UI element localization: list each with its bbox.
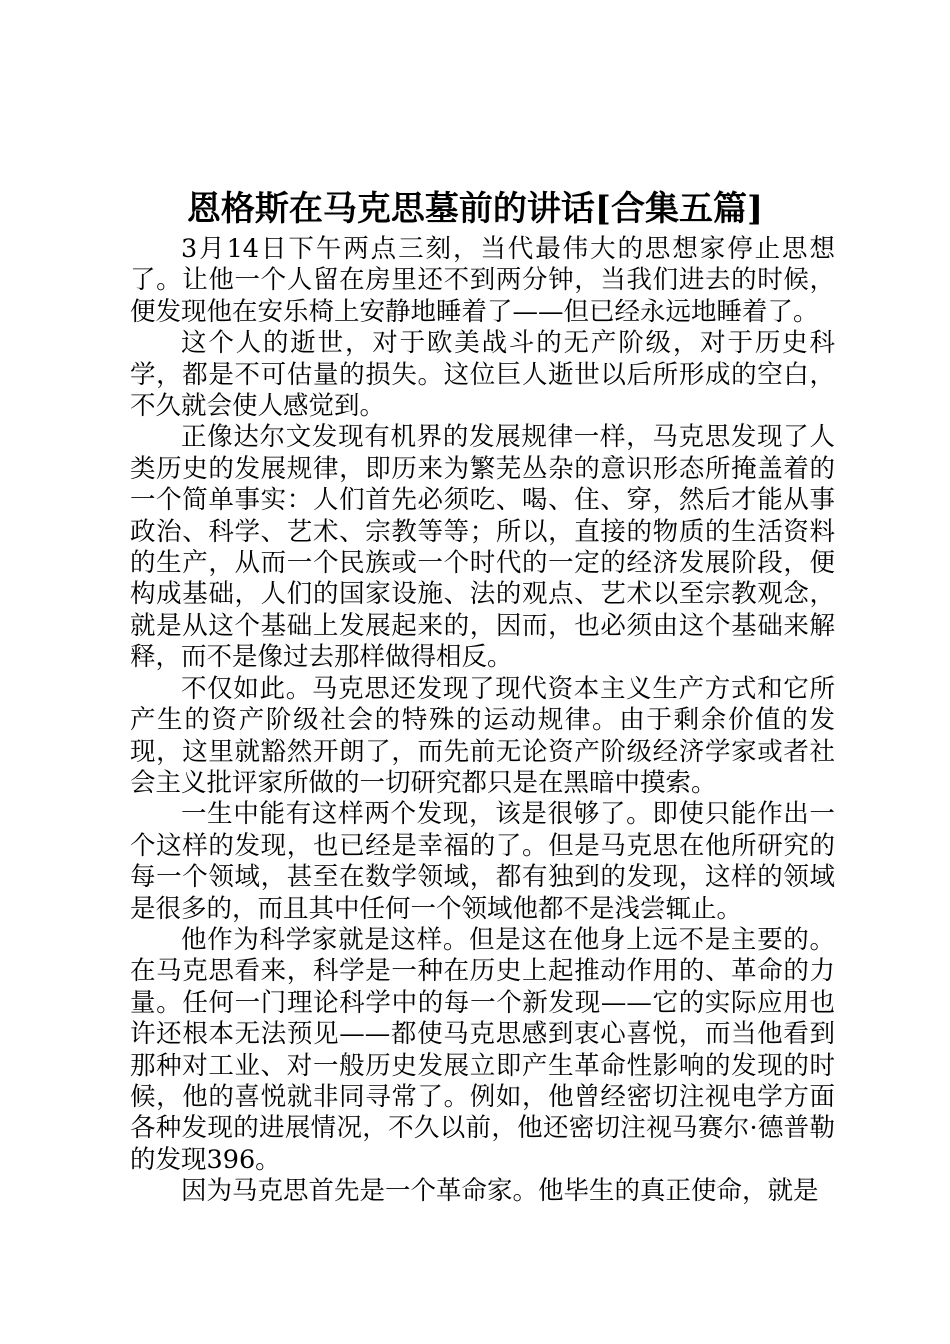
paragraph: 因为马克思首先是一个革命家。他毕生的真正使命，就是	[181, 1176, 819, 1207]
paragraph: 他作为科学家就是这样。但是这在他身上远不是主要的。在马克思看来，科学是一种在历史上起推动作用的、革命的力量。任何一门理论科学中的每一个新发现——它的实际应用也许还根本无法预见——都使马克思感到衷心喜悦，而当他看到那种对工业、对一般历史发展立即产生革命性影响的发现的时候，他的喜悦就非同寻常了。例如，他曾经密切注视电学方面各种发现的进展情况，不久以前，他还密切注视马赛尔·德普勒的发现396。	[130, 924, 835, 1175]
paragraph: 不仅如此。马克思还发现了现代资本主义生产方式和它所产生的资产阶级社会的特殊的运动规律。由于剩余价值的发现，这里就豁然开朗了，而先前无论资产阶级经济学家或者社会主义批评家所做的一切研究都只是在黑暗中摸索。	[130, 673, 835, 798]
paragraph: 一生中能有这样两个发现，该是很够了。即使只能作出一个这样的发现，也已经是幸福的了。但是马克思在他所研究的每一个领域，甚至在数学领域，都有独到的发现，这样的领域是很多的，而且其中任何一个领域他都不是浅尝辄止。	[130, 799, 835, 924]
document-body	[130, 234, 835, 1208]
document-title: 恩格斯在马克思墓前的讲话[合集五篇]	[186, 189, 764, 229]
paragraph: 正像达尔文发现有机界的发展规律一样，马克思发现了人类历史的发展规律，即历来为繁芜丛杂的意识形态所掩盖着的一个简单事实：人们首先必须吃、喝、住、穿，然后才能从事政治、科学、艺术、宗教等等；所以，直接的物质的生活资料的生产，从而一个民族或一个时代的一定的经济发展阶段，便构成基础，人们的国家设施、法的观点、艺术以至宗教观念，就是从这个基础上发展起来的，因而，也必须由这个基础来解释，而不是像过去那样做得相反。	[130, 422, 835, 673]
paragraph: 3月14日下午两点三刻，当代最伟大的思想家停止思想了。让他一个人留在房里还不到两分钟，当我们进去的时候，便发现他在安乐椅上安静地睡着了——但已经永远地睡着了。	[130, 234, 835, 327]
paragraph: 这个人的逝世，对于欧美战斗的无产阶级，对于历史科学，都是不可估量的损失。这位巨人逝世以后所形成的空白，不久就会使人感觉到。	[130, 328, 835, 422]
